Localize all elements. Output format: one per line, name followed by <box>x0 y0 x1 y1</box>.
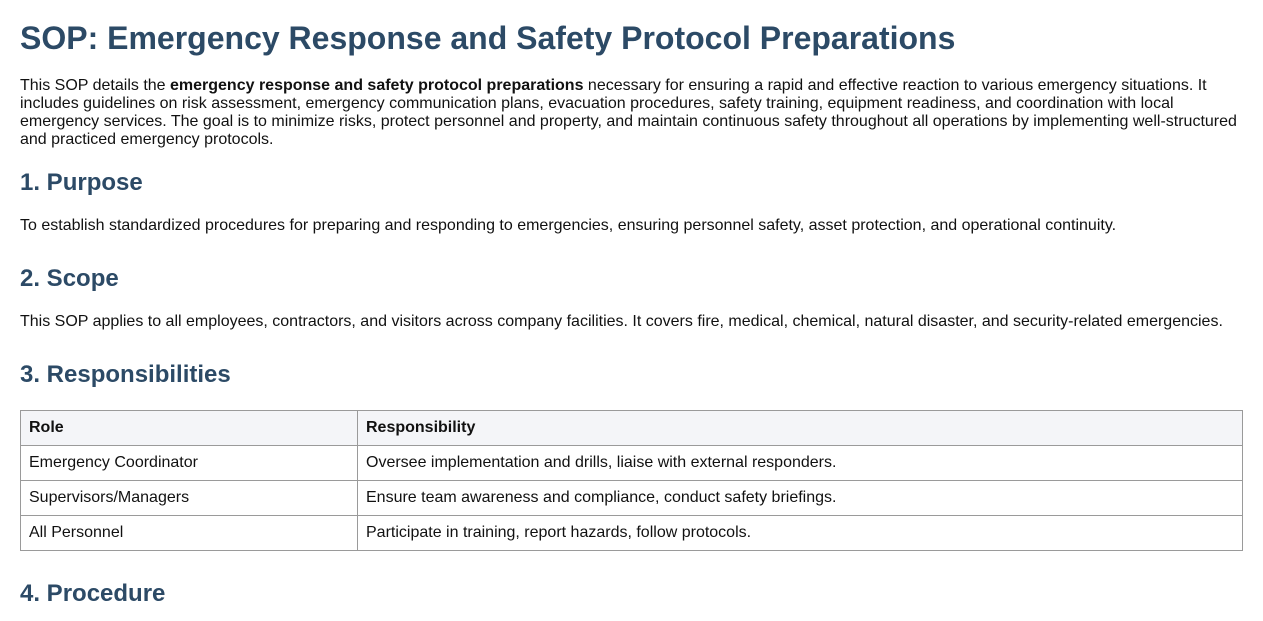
table-row <box>21 481 1243 516</box>
intro-paragraph <box>20 77 1243 149</box>
table-row <box>21 446 1243 481</box>
column-header-responsibility: Responsibility <box>358 411 1243 446</box>
responsibilities-table <box>20 410 1243 551</box>
section-heading-scope: 2. Scope <box>20 265 119 292</box>
responsibility-cell: Ensure team awareness and compliance, conduct safety briefings. <box>358 481 1243 516</box>
purpose-text: To establish standardized procedures for preparing and responding to emergencies, ensuring personnel safety, asset protection, and operational continuity. <box>20 217 1117 234</box>
intro-bold-phrase: emergency response and safety protocol preparations <box>170 77 584 94</box>
section-heading-purpose: 1. Purpose <box>20 169 143 196</box>
column-header-role: Role <box>21 411 358 446</box>
section-heading-responsibilities: 3. Responsibilities <box>20 361 231 388</box>
role-cell: All Personnel <box>21 516 358 551</box>
page-title: SOP: Emergency Response and Safety Protocol Preparations <box>20 20 956 56</box>
responsibility-cell: Participate in training, report hazards, follow protocols. <box>358 516 1243 551</box>
role-cell: Emergency Coordinator <box>21 446 358 481</box>
table-header-row <box>21 411 1243 446</box>
intro-text-start: This SOP details the <box>20 77 170 94</box>
section-heading-procedure: 4. Procedure <box>20 580 166 607</box>
table-row <box>21 516 1243 551</box>
role-cell: Supervisors/Managers <box>21 481 358 516</box>
responsibility-cell: Oversee implementation and drills, liaise with external responders. <box>358 446 1243 481</box>
intro-text-end: necessary for ensuring a rapid and effective reaction to various emergency situations. It includes guidelines on risk assessment, emergency communication plans, evacuation procedures, safety training, equipment readiness, and coordination with local emergency services. The goal is to minimize risks, protect personnel and property, and maintain continuous safety throughout all operations by implementing well-structured and practiced emergency protocols. <box>20 77 1237 148</box>
scope-text: This SOP applies to all employees, contractors, and visitors across company facilities. It covers fire, medical, chemical, natural disaster, and security-related emergencies. <box>20 313 1223 330</box>
